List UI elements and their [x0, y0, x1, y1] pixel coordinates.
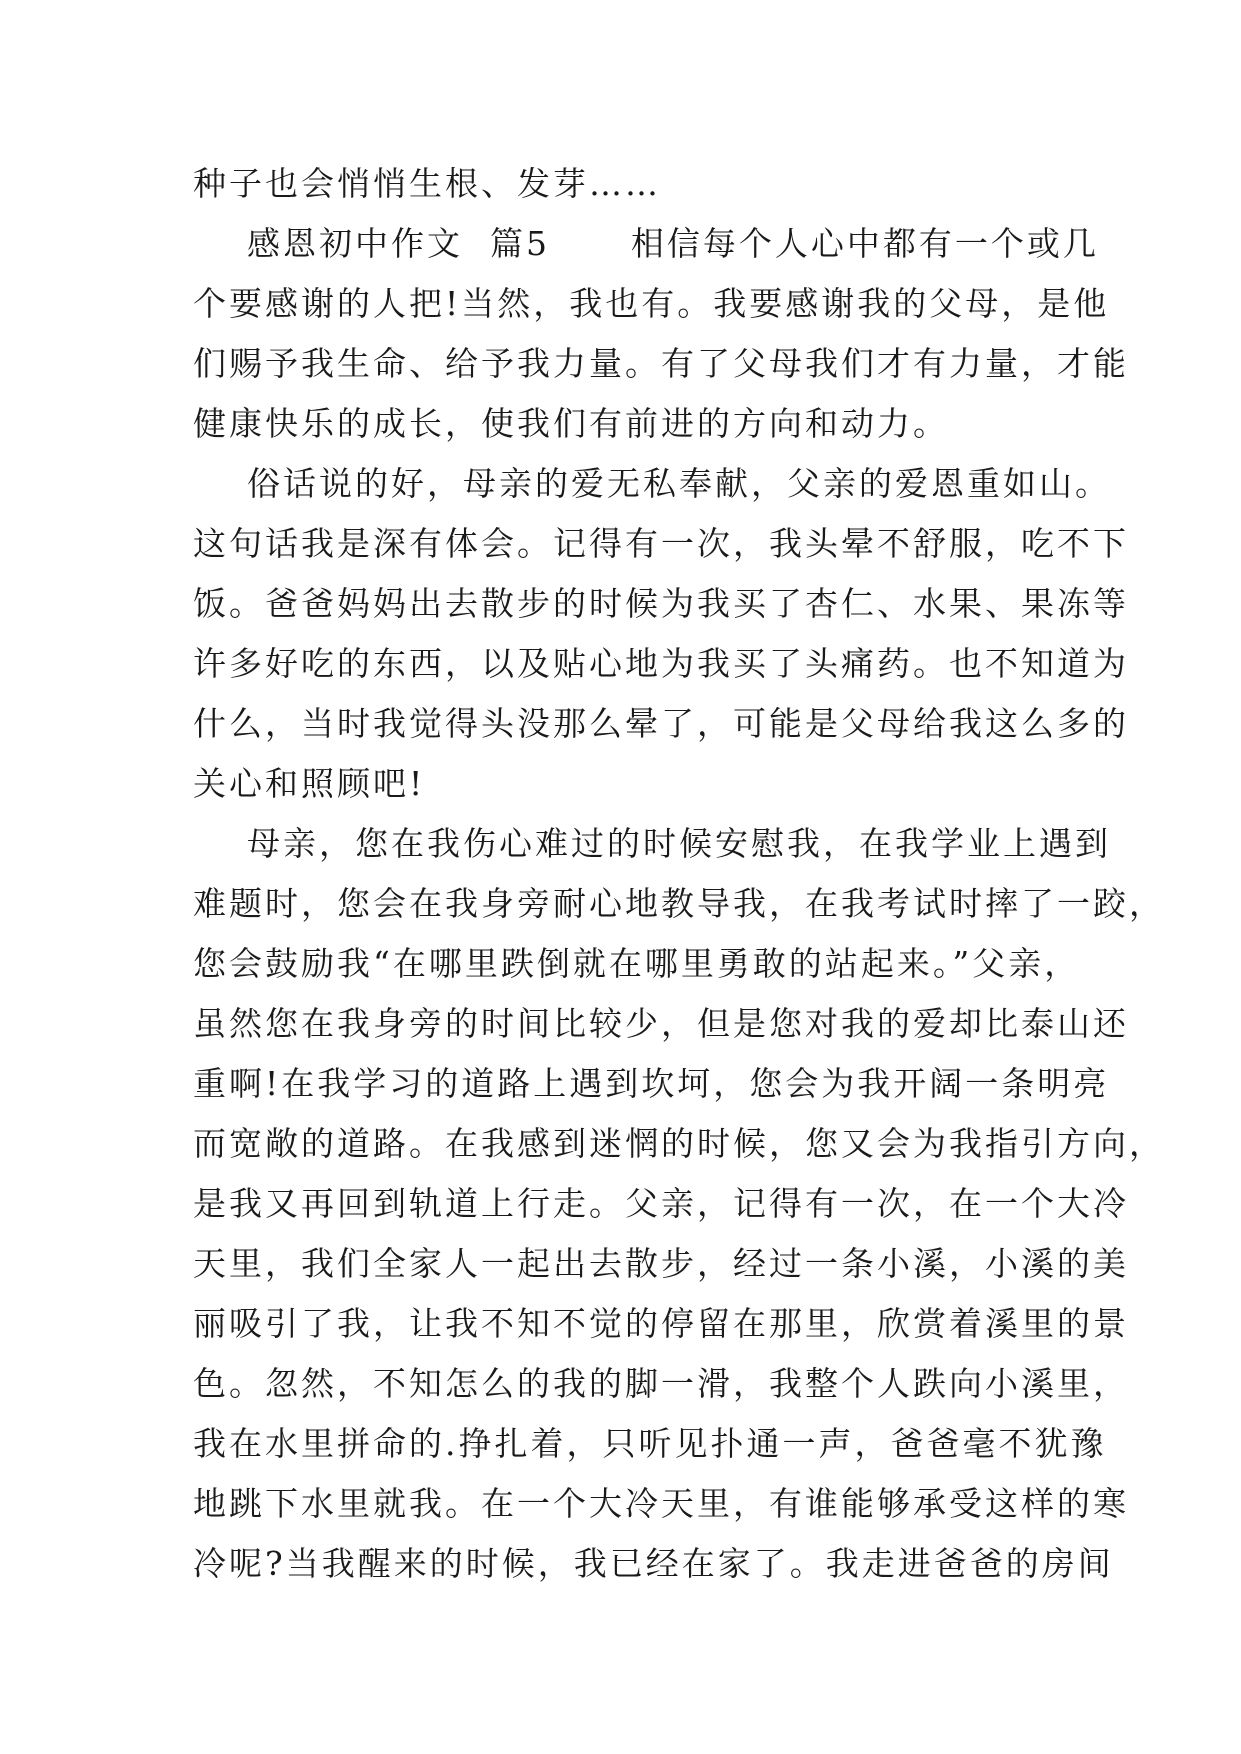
text-line: 个要感谢的人把!当然，我也有。我要感谢我的父母，是他: [193, 284, 1110, 323]
text-line: 我在水里拼命的.挣扎着，只听见扑通一声，爸爸毫不犹豫: [193, 1424, 1107, 1463]
text-line: 关心和照顾吧!: [193, 764, 426, 803]
section-heading-line: 感恩初中作文 篇5 相信每个人心中都有一个或几: [193, 224, 1099, 263]
essay-body: [193, 154, 1165, 1594]
text-line: 难题时，您会在我身旁耐心地教导我，在我考试时摔了一跤，: [193, 884, 1165, 923]
text-line: 种子也会悄悄生根、发芽……: [193, 164, 661, 203]
text-line: 母亲，您在我伤心难过的时候安慰我，在我学业上遇到: [193, 824, 1111, 863]
text-line: 是我又再回到轨道上行走。父亲，记得有一次，在一个大冷: [193, 1184, 1129, 1223]
text-line: 地跳下水里就我。在一个大冷天里，有谁能够承受这样的寒: [193, 1484, 1129, 1523]
text-line: 色。忽然，不知怎么的我的脚一滑，我整个人跌向小溪里，: [193, 1364, 1129, 1403]
text-line: 俗话说的好，母亲的爱无私奉献，父亲的爱恩重如山。: [193, 464, 1111, 503]
text-line: 虽然您在我身旁的时间比较少，但是您对我的爱却比泰山还: [193, 1004, 1129, 1043]
text-line: 许多好吃的东西，以及贴心地为我买了头痛药。也不知道为: [193, 644, 1129, 683]
text-line: 冷呢?当我醒来的时候，我已经在家了。我走进爸爸的房间: [193, 1544, 1114, 1583]
text-line: 什么，当时我觉得头没那么晕了，可能是父母给我这么多的: [193, 704, 1129, 743]
text-line: 丽吸引了我，让我不知不觉的停留在那里，欣赏着溪里的景: [193, 1304, 1129, 1343]
text-line: 这句话我是深有体会。记得有一次，我头晕不舒服，吃不下: [193, 524, 1129, 563]
text-line: 们赐予我生命、给予我力量。有了父母我们才有力量，才能: [193, 344, 1129, 383]
text-line: 健康快乐的成长，使我们有前进的方向和动力。: [193, 404, 949, 443]
text-line: 饭。爸爸妈妈出去散步的时候为我买了杏仁、水果、果冻等: [193, 584, 1129, 623]
text-line: 重啊!在我学习的道路上遇到坎坷，您会为我开阔一条明亮: [193, 1064, 1110, 1103]
text-line: 您会鼓励我“在哪里跌倒就在哪里勇敢的站起来。”父亲，: [193, 944, 1081, 983]
text-line: 而宽敞的道路。在我感到迷惘的时候，您又会为我指引方向，: [193, 1124, 1165, 1163]
text-line: 天里，我们全家人一起出去散步，经过一条小溪，小溪的美: [193, 1244, 1129, 1283]
